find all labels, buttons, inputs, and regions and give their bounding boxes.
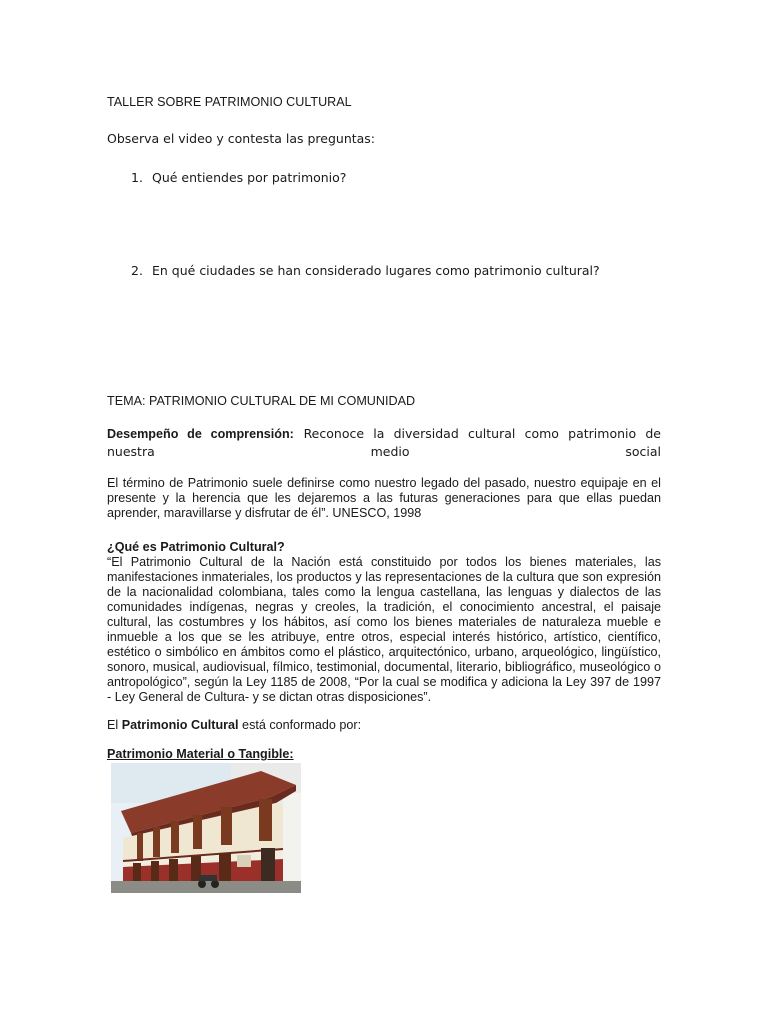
conformado-paragraph (107, 718, 361, 732)
question-1-text: Qué entiendes por patrimonio? (152, 170, 347, 185)
tema-heading: TEMA: PATRIMONIO CULTURAL DE MI COMUNIDAD (107, 394, 416, 408)
question-1-number: 1. (131, 170, 143, 185)
question-2-number: 2. (131, 263, 143, 278)
desempeno-text: Reconoce la diversidad cultural como patrimonio de nuestra medio social (107, 426, 661, 459)
que-es-heading: ¿Qué es Patrimonio Cultural? (107, 540, 285, 554)
instruction-text: Observa el video y contesta las preguntas: (107, 131, 376, 146)
que-es-paragraph: “El Patrimonio Cultural de la Nación está constituido por todos los bienes materiales, las manifestaciones inmateriales, los productos y las representaciones de la cultura que son expresión de la nacionalidad colombiana, tales como la lengua castellana, las lenguas y dialectos de las comunidades indígenas, negras y creoles, la tradición, el conocimiento ancestral, el paisaje cultural, las costumbres y los hábitos, así como los bienes materiales de naturaleza mueble e inmueble a los que se les atribuye, entre otros, especial interés histórico, artístico, científico, estético o simbólico en ámbitos como el plástico, arquitectónico, urbano, arqueológico, lingüístico, sonoro, musical, audiovisual, fílmico, testimonial, documental, literario, bibliográfico, museológico o antropológico”, según la Ley 1185 de 2008, “Por la cual se modifica y adiciona la Ley 397 de 1997 - Ley General de Cultura- y se dictan otras disposiciones”. (107, 555, 661, 704)
question-2-text: En qué ciudades se han considerado lugares como patrimonio cultural? (152, 263, 600, 278)
conformado-pre: El (107, 718, 122, 732)
desempeno-paragraph (107, 425, 661, 461)
conformado-post: está conformado por: (238, 718, 362, 732)
page-title: TALLER SOBRE PATRIMONIO CULTURAL (107, 95, 352, 109)
conformado-bold: Patrimonio Cultural (121, 718, 239, 732)
material-heading: Patrimonio Material o Tangible: (107, 747, 294, 761)
definition-paragraph: El término de Patrimonio suele definirse como nuestro legado del pasado, nuestro equipaje en el presente y la herencia que les dejaremos a las futuras generaciones para que ellas puedan aprender, maravillarse y disfrutar de él”. UNESCO, 1998 (107, 476, 661, 520)
building-photo-svg (111, 763, 301, 893)
colonial-building-photo-icon (111, 763, 301, 893)
desempeno-label: Desempeño de comprensión: (107, 427, 294, 441)
